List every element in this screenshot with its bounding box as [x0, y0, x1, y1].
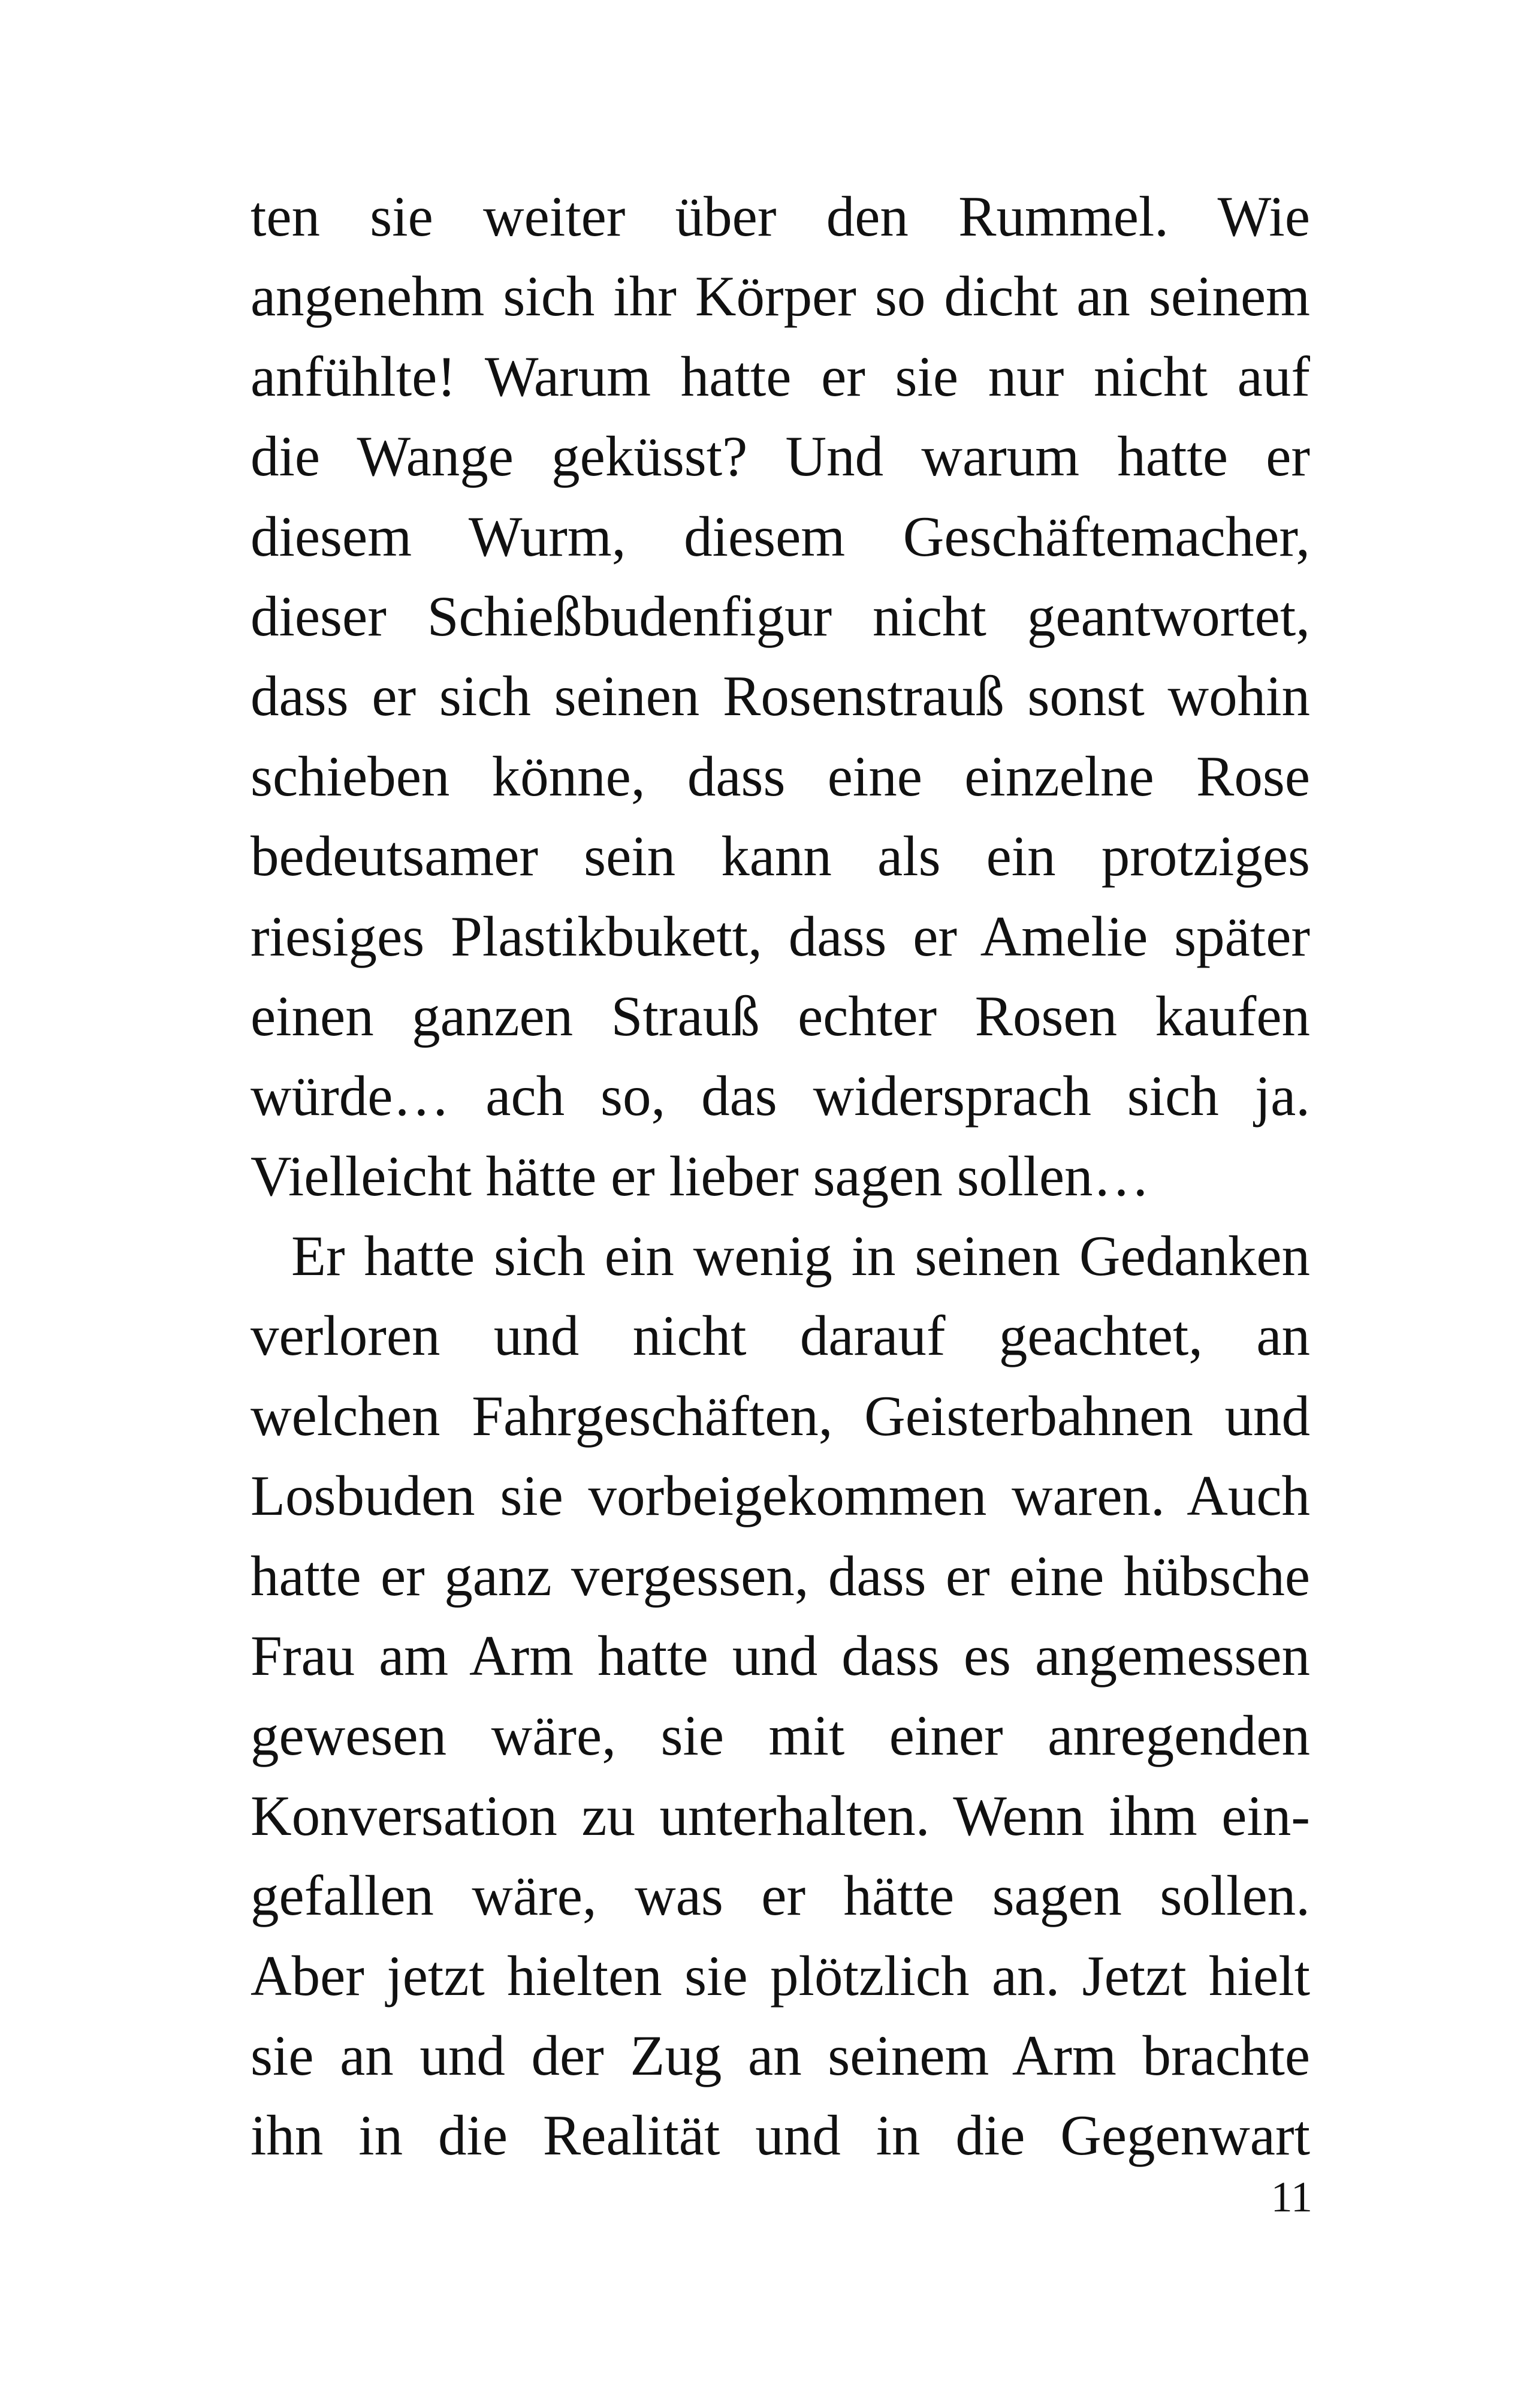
text-line: diesem Wurm, diesem Geschäftemacher,	[251, 504, 1310, 568]
text-line: Losbuden sie vorbeigekommen waren. Auch	[251, 1464, 1310, 1528]
text-line: bedeutsamer sein kann als ein protziges	[251, 824, 1310, 888]
text-line: dass er sich seinen Rosenstrauß sonst wohin	[251, 664, 1310, 728]
paragraph-start-line: Er hatte sich ein wenig in seinen Gedanken	[291, 1224, 1310, 1288]
page-number: 11	[1271, 2173, 1312, 2221]
text-line: ihn in die Realität und in die Gegenwart	[251, 2103, 1310, 2168]
text-line: Aber jetzt hielten sie plötzlich an. Jetzt hielt	[251, 1943, 1310, 2008]
text-line: anfühlte! Warum hatte er sie nur nicht auf	[251, 344, 1310, 408]
text-line: die Wange geküsst? Und warum hatte er	[251, 424, 1310, 489]
text-line: hatte er ganz vergessen, dass er eine hübsche	[251, 1544, 1310, 1608]
text-line: angenehm sich ihr Körper so dicht an seinem	[251, 264, 1310, 328]
text-line: Konversation zu unterhalten. Wenn ihm ein-	[251, 1783, 1310, 1848]
text-line: welchen Fahrgeschäften, Geisterbahnen und	[251, 1384, 1310, 1448]
text-line: gefallen wäre, was er hätte sagen sollen.	[251, 1864, 1310, 1928]
body-text	[251, 177, 1310, 2176]
text-line: ten sie weiter über den Rummel. Wie	[251, 185, 1310, 248]
text-line: würde… ach so, das widersprach sich ja.	[251, 1064, 1310, 1128]
text-line: Frau am Arm hatte und dass es angemessen	[251, 1624, 1310, 1688]
text-line: riesiges Plastikbukett, dass er Amelie später	[251, 904, 1310, 968]
text-line: gewesen wäre, sie mit einer anregenden	[251, 1704, 1310, 1768]
text-line: einen ganzen Strauß echter Rosen kaufen	[251, 984, 1310, 1048]
paragraph-end-line: Vielleicht hätte er lieber sagen sollen…	[251, 1144, 1150, 1208]
text-line: dieser Schießbudenfigur nicht geantwortet,	[251, 584, 1310, 648]
text-line: sie an und der Zug an seinem Arm brachte	[251, 2023, 1310, 2087]
text-line: verloren und nicht darauf geachtet, an	[251, 1304, 1310, 1368]
text-line: schieben könne, dass eine einzelne Rose	[251, 744, 1310, 808]
